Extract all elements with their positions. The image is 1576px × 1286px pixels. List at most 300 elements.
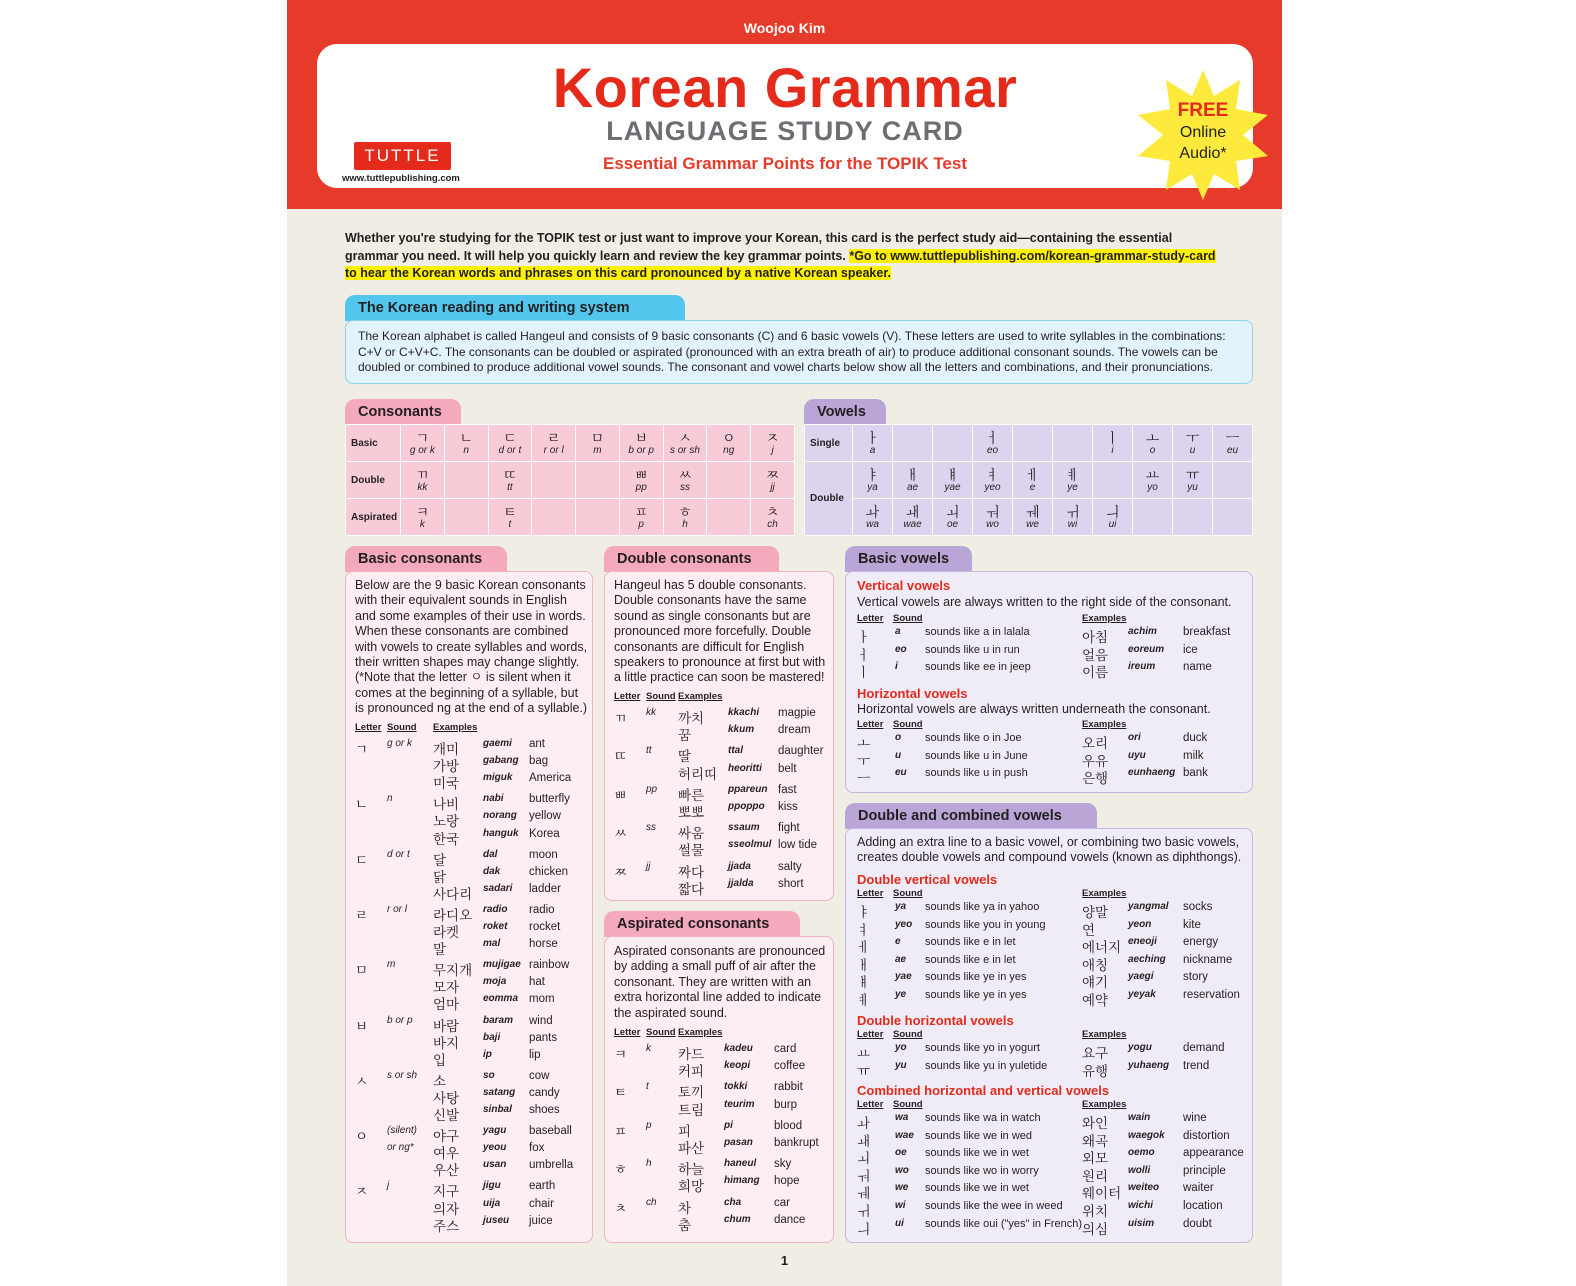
consonant-cell <box>663 462 707 499</box>
list-sound: s or sh <box>387 1069 418 1081</box>
column-header: Letter <box>857 719 884 730</box>
list-rom: haneul <box>724 1158 757 1170</box>
hangul-letter: ㅟ <box>1065 503 1080 520</box>
list-item <box>355 1125 589 1145</box>
list-en: radio <box>529 903 555 916</box>
vowel-cell <box>1133 462 1173 499</box>
list-rom: kkum <box>728 724 755 736</box>
consonant-cell <box>619 425 663 462</box>
row-label: Aspirated <box>346 499 401 536</box>
list-rom: keopi <box>724 1060 751 1072</box>
vowel-cell <box>1053 499 1093 536</box>
list-desc: sounds like ye in yes <box>925 971 1027 984</box>
list-sound: b or p <box>387 1014 413 1026</box>
hangul-letter: ㅛ <box>1145 466 1160 483</box>
list-item <box>355 1049 589 1066</box>
column-header: Sound <box>893 1029 923 1040</box>
list-kr: 희망 <box>678 1179 705 1195</box>
list-kr: 왜곡 <box>1082 1133 1109 1149</box>
title-panel <box>317 44 1253 188</box>
list-en: wine <box>1183 1112 1207 1124</box>
romanization: m <box>593 444 602 456</box>
list-kr: 얼음 <box>1082 647 1109 663</box>
romanization: yae <box>944 481 961 493</box>
list-kr: 차 <box>678 1200 692 1216</box>
list-en: socks <box>1183 901 1213 913</box>
list-item <box>857 919 1249 936</box>
aspirated-consonants-list <box>614 1027 830 1237</box>
list-header <box>857 613 1249 625</box>
list-rom: usan <box>483 1159 507 1171</box>
list-en: cow <box>529 1069 550 1082</box>
page-subtitle: LANGUAGE STUDY CARD <box>606 116 964 146</box>
list-item <box>614 1081 830 1101</box>
list-letter: ㅟ <box>857 1204 871 1219</box>
list-letter: ㄲ <box>614 711 628 726</box>
list-en: fast <box>778 783 797 796</box>
list-item <box>857 1218 1249 1235</box>
free-audio-badge <box>1137 70 1269 200</box>
list-item <box>355 793 589 813</box>
list-header <box>857 1029 1249 1041</box>
list-rom: sadari <box>483 882 513 894</box>
list-letter: ㅑ <box>857 905 871 920</box>
romanization: eu <box>1226 444 1239 456</box>
list-en: earth <box>529 1180 556 1193</box>
romanization: kk <box>417 481 428 493</box>
list-kr: 의자 <box>433 1201 460 1217</box>
hangul-letter: ㅣ <box>1105 429 1120 446</box>
list-sound: wa <box>895 1112 909 1123</box>
list-en: bankrupt <box>774 1137 819 1149</box>
list-item <box>857 644 1249 661</box>
vowel-cell <box>1053 425 1093 462</box>
romanization: ae <box>906 481 919 493</box>
column-header: Letter <box>857 888 884 899</box>
list-kr: 뽀뽀 <box>678 805 705 820</box>
list-rom: ppareun <box>728 783 768 795</box>
list-item <box>355 921 589 938</box>
list-kr: 가방 <box>433 759 460 775</box>
list-kr: 빠른 <box>678 787 705 803</box>
list-en: rainbow <box>529 959 570 972</box>
list-sound: wo <box>895 1164 909 1176</box>
list-desc: sounds like yu in yuletide <box>925 1059 1048 1072</box>
romanization: wa <box>866 518 879 530</box>
double-consonants-text: Hangeul has 5 double consonants. Double consonants have the same sound as single consonants but are pronounced more forcefully. Double consonants are difficult for English speakers to pronounce at first but with a little practice can soon be mastered! <box>614 578 826 685</box>
list-kr: 미국 <box>433 776 460 792</box>
consonant-chart-row <box>346 425 795 462</box>
list-sound: r or l <box>387 903 407 915</box>
list-item <box>355 904 589 921</box>
list-sound: eo <box>895 643 907 655</box>
consonant-cell <box>576 499 620 536</box>
list-rom: yeyak <box>1128 989 1156 1000</box>
list-rom: wolli <box>1128 1164 1151 1176</box>
list-en: belt <box>778 762 797 775</box>
hangul-letter: ㅎ <box>678 503 692 520</box>
hangul-letter: ㅁ <box>590 429 605 446</box>
list-item <box>355 976 589 996</box>
list-item <box>355 810 589 830</box>
publisher-url: www.tuttlepublishing.com <box>342 173 460 184</box>
romanization: eo <box>986 444 999 456</box>
list-letter: ㅒ <box>857 975 871 991</box>
double-vertical-list <box>857 888 1249 1010</box>
column-header: Sound <box>893 613 923 624</box>
list-desc: sounds like the wee in weed <box>925 1200 1063 1212</box>
list-letter: ㅂ <box>355 1018 369 1034</box>
list-kr: 소 <box>433 1073 447 1089</box>
list-item <box>614 839 830 859</box>
double-consonants-heading: Double consonants <box>604 546 779 572</box>
consonant-chart <box>345 424 795 536</box>
list-rom: ori <box>1128 732 1141 743</box>
list-en: dream <box>778 724 811 737</box>
aspirated-consonants-heading: Aspirated consonants <box>604 911 800 937</box>
vowel-cell <box>1053 462 1093 499</box>
list-rom: wichi <box>1128 1200 1154 1211</box>
list-kr: 딸 <box>678 749 692 765</box>
list-desc: sounds like u in push <box>925 767 1028 780</box>
hangul-letter: ㅜ <box>1185 429 1200 446</box>
list-kr: 지구 <box>433 1184 460 1200</box>
alphabet-box <box>345 320 1253 384</box>
consonant-cell <box>663 425 707 462</box>
list-item <box>355 1215 589 1232</box>
list-item <box>857 1112 1249 1129</box>
consonant-cell <box>576 425 620 462</box>
consonant-cell <box>444 462 488 499</box>
list-sound: pp <box>646 783 658 795</box>
list-item <box>355 959 589 979</box>
list-en: doubt <box>1183 1217 1212 1230</box>
consonant-cell <box>751 499 795 536</box>
column-header: Examples <box>1082 888 1127 899</box>
romanization: e <box>1029 481 1036 493</box>
list-item <box>857 661 1249 681</box>
list-item <box>857 1165 1249 1182</box>
page-number: 1 <box>780 1253 789 1268</box>
list-rom: gabang <box>483 755 519 767</box>
list-en: kiss <box>778 801 798 813</box>
list-en: nickname <box>1183 953 1233 966</box>
list-kr: 신발 <box>433 1108 460 1123</box>
list-item <box>355 1198 589 1215</box>
list-letter: ㅇ <box>355 1129 369 1145</box>
list-letter: ㄸ <box>614 749 628 765</box>
list-sound: yae <box>895 971 912 983</box>
vowel-cell <box>1173 462 1213 499</box>
hangul-letter: ㅆ <box>678 466 692 483</box>
list-sound: we <box>895 1182 909 1194</box>
list-letter: ㅓ <box>857 647 871 663</box>
list-item <box>355 1104 589 1121</box>
list-rom: pasan <box>724 1137 753 1148</box>
romanization: ch <box>767 518 778 530</box>
list-sound: ss <box>646 822 656 834</box>
list-kr: 야구 <box>433 1129 460 1145</box>
list-rom: dal <box>483 848 498 860</box>
list-en: trend <box>1183 1059 1210 1072</box>
row-label: Basic <box>346 425 401 462</box>
list-en: kite <box>1183 918 1201 931</box>
list-en: rocket <box>529 921 561 933</box>
list-sound: yeo <box>895 918 913 930</box>
hangul-letter: ㄴ <box>459 429 473 446</box>
list-rom: achim <box>1128 626 1157 637</box>
double-vertical-title: Double vertical vowels <box>857 872 998 887</box>
list-rom: yagu <box>483 1125 507 1137</box>
list-desc: sounds like we in wet <box>925 1147 1029 1160</box>
vowel-cell <box>1093 499 1133 536</box>
list-en: pants <box>529 1031 558 1044</box>
double-vowels-text: Adding an extra line to a basic vowel, or combining two basic vowels, creates double vowels and compound vowels (known as diphthongs). <box>857 835 1242 865</box>
list-en: wind <box>529 1014 553 1027</box>
hangul-letter: ㅈ <box>765 429 780 446</box>
consonant-chart-row <box>346 499 795 536</box>
romanization: n <box>463 444 469 456</box>
vowel-cell <box>973 425 1013 462</box>
list-rom: kadeu <box>724 1043 753 1054</box>
horizontal-vowels-title: Horizontal vowels <box>857 686 968 701</box>
list-en: breakfast <box>1183 626 1231 638</box>
list-en: magpie <box>778 707 816 719</box>
list-rom: baram <box>483 1014 514 1026</box>
list-rom: yaegi <box>1128 971 1154 983</box>
list-item <box>355 1159 589 1179</box>
vowel-cell <box>1013 499 1053 536</box>
list-item <box>614 1137 830 1154</box>
list-rom: eomma <box>483 993 519 1005</box>
list-item <box>614 861 830 878</box>
list-en: mom <box>529 993 555 1006</box>
list-kr: 짧다 <box>678 881 705 897</box>
alphabet-heading: The Korean reading and writing system <box>345 295 685 321</box>
list-rom: gaemi <box>483 738 512 749</box>
combined-vowels-list <box>857 1099 1249 1239</box>
list-en: demand <box>1183 1042 1225 1054</box>
hangul-letter: ㅌ <box>503 503 517 520</box>
list-item <box>614 1043 830 1060</box>
list-desc: sounds like you in young <box>925 918 1046 931</box>
list-kr: 트림 <box>678 1102 705 1118</box>
list-rom: nabi <box>483 793 504 805</box>
list-rom: ttal <box>728 745 743 757</box>
list-en: ice <box>1183 643 1198 656</box>
consonant-cell <box>576 462 620 499</box>
hangul-letter: ㅇ <box>721 429 736 446</box>
list-rom: sseolmul <box>728 839 772 851</box>
list-kr: 허리띠 <box>678 766 718 782</box>
list-rom: baji <box>483 1031 501 1043</box>
hangul-letter: ㅗ <box>1145 429 1160 446</box>
list-item <box>355 1032 589 1049</box>
list-desc: sounds like u in June <box>925 749 1028 762</box>
column-header: Letter <box>355 722 382 733</box>
list-rom: norang <box>483 810 517 822</box>
list-rom: yogu <box>1128 1042 1152 1053</box>
romanization: ui <box>1108 518 1117 530</box>
list-letter: ㅙ <box>857 1133 871 1149</box>
vowel-cell <box>853 499 893 536</box>
vowel-cell <box>1173 499 1213 536</box>
list-kr: 에너지 <box>1082 940 1122 956</box>
list-sound: ch <box>646 1196 657 1208</box>
romanization: g or k <box>409 444 435 456</box>
list-en: daughter <box>778 745 824 758</box>
list-en: moon <box>529 848 558 861</box>
list-item <box>857 936 1249 956</box>
romanization: yeo <box>984 481 1001 493</box>
list-rom: weiteo <box>1128 1182 1160 1194</box>
list-desc: sounds like yo in yogurt <box>925 1042 1040 1054</box>
list-letter: ㅅ <box>355 1073 369 1089</box>
list-sound: e <box>895 936 901 948</box>
list-rom: himang <box>724 1175 760 1187</box>
romanization: r or l <box>543 444 564 456</box>
vowel-cell <box>1213 462 1253 499</box>
list-item <box>355 1087 589 1104</box>
list-kr: 개미 <box>433 742 460 757</box>
column-header: Letter <box>857 1099 884 1110</box>
list-rom: yeou <box>483 1142 507 1154</box>
list-letter: ㅖ <box>857 993 871 1008</box>
list-item <box>614 1158 830 1178</box>
list-kr: 꿈 <box>678 728 692 744</box>
list-item <box>355 755 589 775</box>
hangul-letter: ㅡ <box>1225 429 1240 446</box>
list-letter: ㅣ <box>857 665 871 681</box>
romanization: p <box>638 518 644 530</box>
romanization: ye <box>1067 481 1078 493</box>
hangul-letter: ㅉ <box>765 466 780 483</box>
row-label: Double <box>805 462 853 536</box>
list-en: story <box>1183 971 1208 984</box>
list-rom: jjada <box>728 860 751 872</box>
list-kr: 엄마 <box>433 997 460 1013</box>
vowel-cell <box>933 462 973 499</box>
list-en: duck <box>1183 732 1208 744</box>
romanization: wo <box>986 518 999 530</box>
list-rom: sinbal <box>483 1104 512 1115</box>
list-en: salty <box>778 860 802 873</box>
list-header <box>355 722 589 734</box>
list-en: blood <box>774 1119 803 1132</box>
consonant-cell <box>532 425 576 462</box>
list-sound: g or k <box>387 738 413 749</box>
hangul-letter: ㄱ <box>415 429 430 446</box>
aspirated-consonants-text: Aspirated consonants are pronounced by adding a small puff of air after the consonant. They are written with an extra horizontal line added to indicate the aspirated sound. <box>614 944 826 1020</box>
hangul-letter: ㄲ <box>415 466 430 483</box>
list-item <box>614 822 830 842</box>
romanization: tt <box>507 481 513 493</box>
romanization: ng <box>723 444 735 456</box>
list-item <box>857 767 1249 787</box>
list-kr: 나비 <box>433 797 460 813</box>
consonant-cell <box>619 499 663 536</box>
list-kr: 외모 <box>1082 1151 1109 1167</box>
column-header: Sound <box>646 691 676 702</box>
list-rom: juseu <box>483 1214 510 1226</box>
list-en: low tide <box>778 839 817 852</box>
vowel-cell <box>1213 499 1253 536</box>
list-sound: t <box>646 1081 649 1093</box>
double-vowels-box <box>845 828 1253 1243</box>
list-rom: yeon <box>1128 918 1152 930</box>
column-header: Sound <box>387 722 417 733</box>
list-kr: 달 <box>433 852 447 868</box>
list-header <box>614 1027 830 1039</box>
vowel-cell <box>853 462 893 499</box>
list-kr: 유행 <box>1082 1063 1109 1079</box>
list-kr: 하늘 <box>678 1162 705 1178</box>
list-sound: d or t <box>387 848 410 860</box>
list-item <box>614 745 830 765</box>
list-kr: 커피 <box>678 1064 705 1080</box>
list-en: short <box>778 877 804 890</box>
list-sound: eu <box>895 767 907 779</box>
list-desc: sounds like wa in watch <box>925 1112 1041 1124</box>
list-en: location <box>1183 1200 1223 1212</box>
hangul-letter: ㅝ <box>985 503 1000 520</box>
badge-online: Online <box>1179 124 1227 141</box>
list-rom: chum <box>724 1213 751 1225</box>
hangul-letter: ㅒ <box>945 466 960 483</box>
list-item <box>614 1099 830 1116</box>
list-en: bag <box>529 755 549 768</box>
list-item <box>857 1060 1249 1077</box>
list-en: principle <box>1183 1164 1226 1177</box>
consonant-cell <box>663 499 707 536</box>
vertical-vowels-text: Vertical vowels are always written to the right side of the consonant. <box>857 595 1232 609</box>
list-sound: yo <box>895 1042 907 1053</box>
list-rom: cha <box>724 1196 742 1208</box>
audio-link-note[interactable]: *Go to www.tuttlepublishing.com/korean-grammar-study-card to hear the Korean words and phrases on this card pronounced by a native Korean speaker. <box>345 248 1216 280</box>
list-kr: 양말 <box>1082 905 1109 920</box>
basic-consonants-list <box>355 722 589 1237</box>
list-kr: 웨이터 <box>1082 1186 1122 1202</box>
romanization: we <box>1026 518 1039 530</box>
list-desc: sounds like we in wed <box>925 1129 1033 1142</box>
list-rom: jigu <box>483 1180 501 1192</box>
list-en: waiter <box>1183 1182 1214 1195</box>
list-item <box>355 1142 589 1162</box>
list-rom: dak <box>483 865 501 877</box>
list-sound: i <box>895 661 898 673</box>
consonant-cell <box>751 462 795 499</box>
hangul-letter: ㅚ <box>945 503 960 520</box>
list-kr: 토끼 <box>678 1085 705 1101</box>
list-sound: wae <box>895 1129 914 1141</box>
list-kr: 우유 <box>1082 753 1109 769</box>
consonant-cell <box>619 462 663 499</box>
hangul-letter: ㅔ <box>1025 466 1040 483</box>
list-desc: sounds like a in lalala <box>925 626 1030 638</box>
vowel-cell <box>893 425 933 462</box>
list-rom: miguk <box>483 772 513 784</box>
hangul-letter: ㅐ <box>905 466 920 483</box>
list-rom: jjalda <box>728 877 754 889</box>
list-rom: wain <box>1128 1112 1151 1123</box>
list-kr: 사다리 <box>433 886 473 902</box>
list-en: shoes <box>529 1104 560 1116</box>
list-letter: ㅌ <box>614 1085 628 1101</box>
list-rom: teurim <box>724 1098 755 1110</box>
list-rom: waegok <box>1128 1129 1165 1141</box>
list-en: appearance <box>1183 1147 1244 1160</box>
list-item <box>355 993 589 1013</box>
